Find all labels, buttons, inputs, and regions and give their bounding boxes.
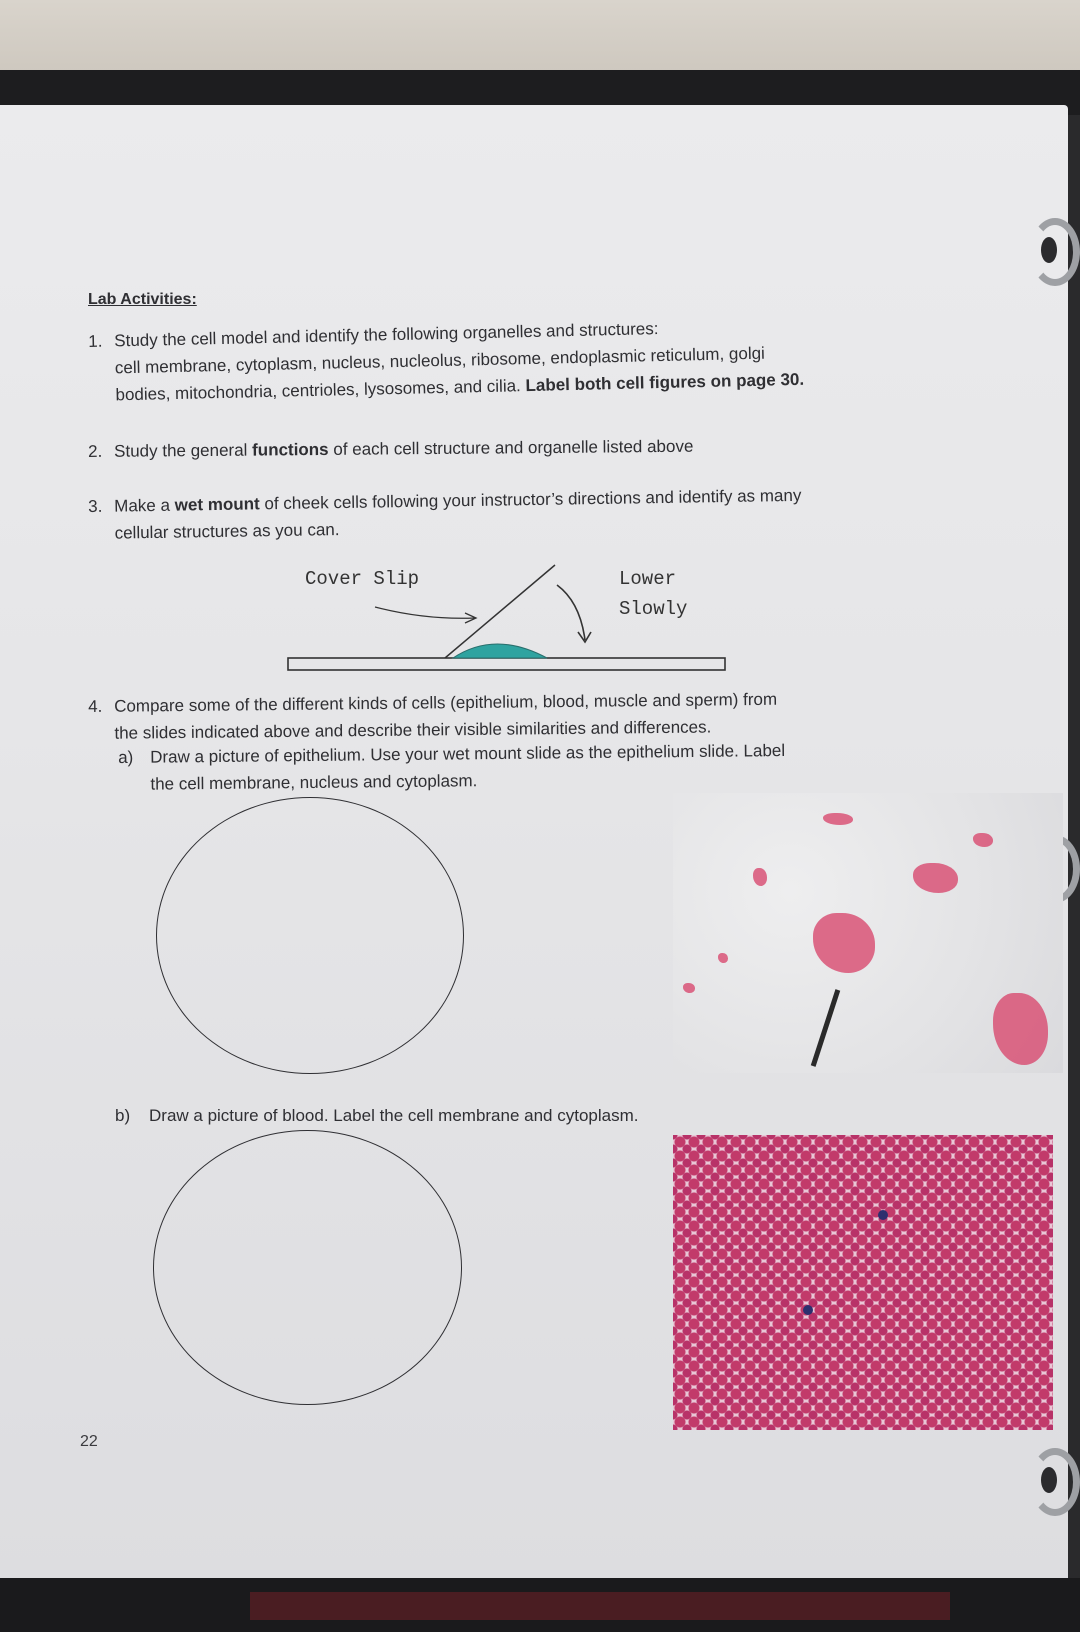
sub-label-b: b) <box>115 1106 131 1125</box>
item-4-line-1: Compare some of the different kinds of cells (epithelium, blood, muscle and sperm) from <box>114 689 778 716</box>
activity-item-4a <box>118 736 919 798</box>
item-3-pre: Make a <box>114 495 175 516</box>
item-3-bold: wet mount <box>174 494 260 515</box>
item-2-bold: functions <box>252 439 329 460</box>
section-heading: Lab Activities: <box>88 291 197 308</box>
item-number: 4. <box>88 696 103 716</box>
item-1-line-3-bold: Label both cell figures on page 30. <box>525 369 805 396</box>
item-3-line-2: cellular structures as you can. <box>114 520 340 543</box>
item-2-post: of each cell structure and organelle listed above <box>328 436 694 459</box>
binder-ring-bottom <box>1030 1448 1080 1516</box>
binder-bottom-edge <box>0 1578 1080 1632</box>
epithelium-drawing-circle[interactable] <box>156 797 464 1074</box>
item-number: 3. <box>88 496 103 516</box>
item-1-line-2: cell membrane, cytoplasm, nucleus, nucleolus, ribosome, endoplasmic reticulum, golgi <box>114 343 766 378</box>
blood-drawing-circle[interactable] <box>153 1130 462 1405</box>
page-number: 22 <box>80 1433 98 1450</box>
item-4-line-2: the slides indicated above and describe their visible similarities and differences. <box>114 717 712 743</box>
item-1-line-3-plain: bodies, mitochondria, centrioles, lysosomes, and cilia. <box>115 376 526 405</box>
lower-label: Lower <box>619 568 677 590</box>
cover-slip-label: Cover Slip <box>305 568 420 590</box>
activity-item-4b <box>115 1102 915 1129</box>
item-number: 2. <box>88 441 103 461</box>
item-3-post: of cheek cells following your instructor’s directions and identify as many <box>259 485 802 514</box>
item-4b-line-1: Draw a picture of blood. Label the cell membrane and cytoplasm. <box>149 1106 639 1125</box>
item-4a-line-2: the cell membrane, nucleus and cytoplasm. <box>150 771 478 794</box>
sub-label-a: a) <box>118 747 134 767</box>
item-number: 1. <box>88 331 103 351</box>
binder-ring-top <box>1030 218 1080 286</box>
blood-micrograph <box>673 1135 1053 1430</box>
wet-mount-diagram <box>285 560 730 675</box>
item-1-line-1: Study the cell model and identify the following organelles and structures: <box>114 319 659 351</box>
item-4a-line-1: Draw a picture of epithelium. Use your wet mount slide as the epithelium slide. Label <box>150 741 786 767</box>
epithelium-micrograph <box>673 793 1063 1073</box>
item-2-pre: Study the general <box>114 440 253 461</box>
slowly-label: Slowly <box>619 598 688 620</box>
